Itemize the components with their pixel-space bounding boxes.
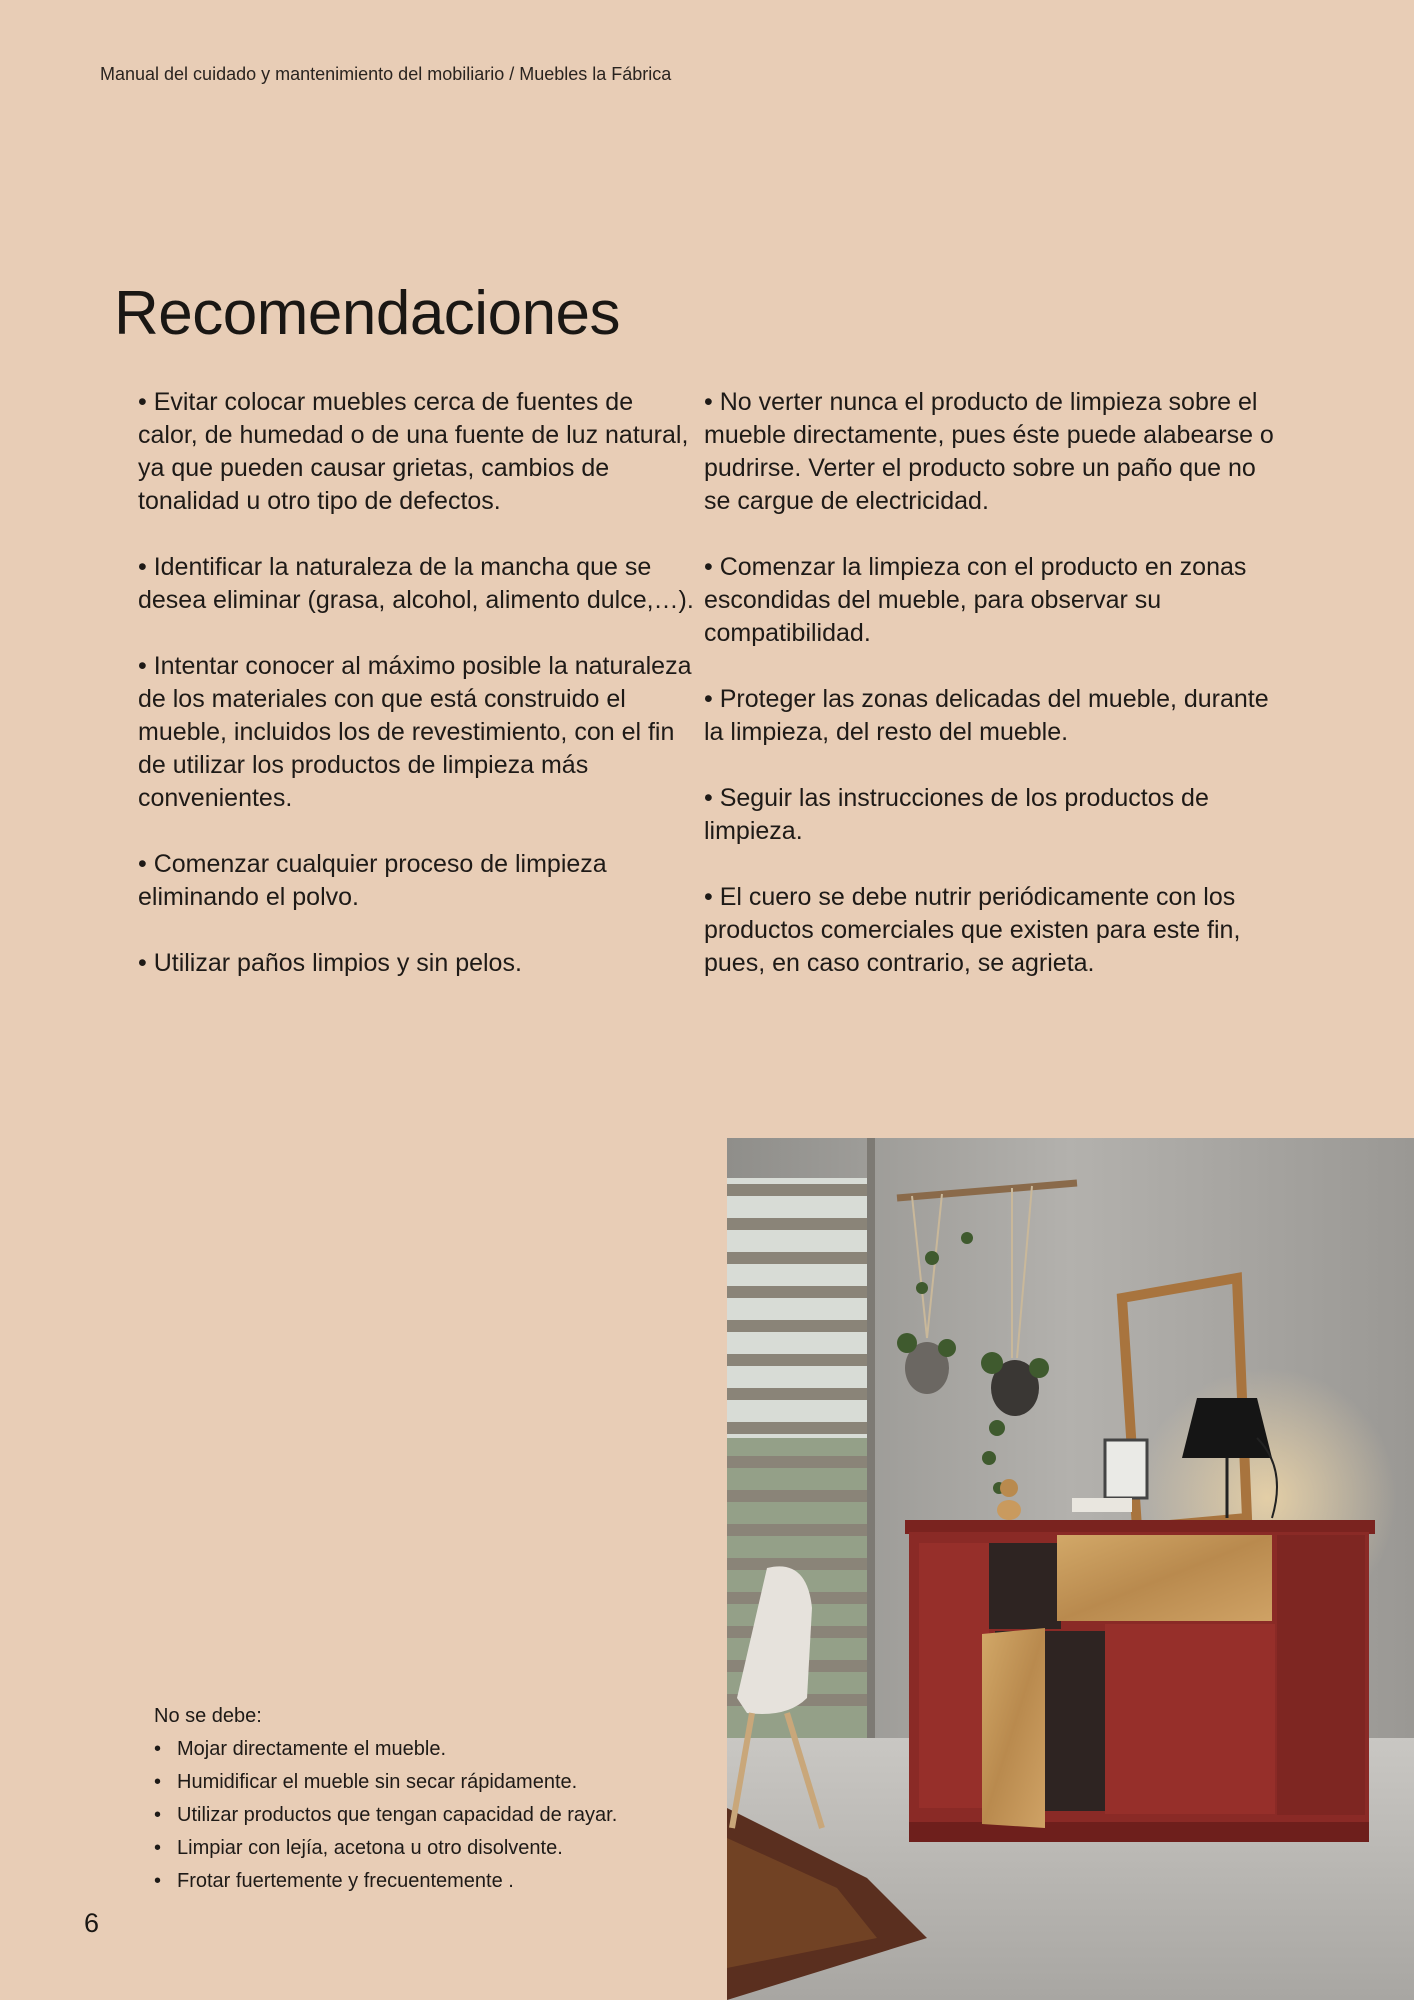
sideboard-room-illustration: [727, 1138, 1414, 2000]
no-se-debe-item: • Humidificar el mueble sin secar rápidamente.: [154, 1766, 617, 1799]
no-se-debe-heading: No se debe:: [154, 1705, 262, 1727]
recommendations-right-column: [704, 386, 1284, 1013]
recommendation-item: • Comenzar la limpieza con el producto en zonas escondidas del mueble, para observar su compatibilidad.: [704, 553, 1247, 647]
oak-drawer: [1057, 1535, 1272, 1621]
recommendation-item: • No verter nunca el producto de limpieza sobre el mueble directamente, pues éste puede alabearse o pudrirse. Verter el producto sobre un paño que no se cargue de electricidad.: [704, 388, 1274, 515]
recommendation-item: • Evitar colocar muebles cerca de fuentes de calor, de humedad o de una fuente de luz natural, ya que pueden causar grietas, cambios de tonalidad u otro tipo de defectos.: [138, 388, 689, 515]
no-se-debe-item: • Limpiar con lejía, acetona u otro disolvente.: [154, 1832, 617, 1865]
recommendation-item: • Comenzar cualquier proceso de limpieza eliminando el polvo.: [138, 850, 607, 911]
recommendation-item: • Proteger las zonas delicadas del mueble, durante la limpieza, del resto del mueble.: [704, 685, 1269, 746]
no-se-debe-list: [154, 1733, 617, 1898]
sideboard-top: [905, 1520, 1375, 1534]
no-se-debe-item: • Mojar directamente el mueble.: [154, 1733, 617, 1766]
recommendation-item: • El cuero se debe nutrir periódicamente con los productos comerciales que existen para este fin, pues, en caso contrario, se agrieta.: [704, 883, 1241, 977]
oak-door: [982, 1628, 1045, 1828]
photo-frame: [1105, 1440, 1147, 1498]
page-title: Recomendaciones: [114, 279, 621, 348]
recommendation-item: • Seguir las instrucciones de los productos de limpieza.: [704, 784, 1209, 845]
recommendation-item: • Utilizar paños limpios y sin pelos.: [138, 949, 522, 977]
page-header: Manual del cuidado y mantenimiento del mobiliario / Muebles la Fábrica: [100, 64, 672, 84]
no-se-debe-item: • Utilizar productos que tengan capacidad de rayar.: [154, 1799, 617, 1832]
page-number: 6: [84, 1908, 100, 1938]
recommendation-item: • Identificar la naturaleza de la mancha que se desea eliminar (grasa, alcohol, alimento dulce,…).: [138, 553, 694, 614]
lamp-shade: [1182, 1398, 1272, 1458]
interior-photo: [727, 1138, 1414, 2000]
recommendation-item: • Intentar conocer al máximo posible la naturaleza de los materiales con que está construido el mueble, incluidos los de revestimiento, con el fin de utilizar los productos de limpieza más convenientes.: [138, 652, 692, 812]
recommendations-left-column: [138, 386, 698, 1013]
no-se-debe-item: • Frotar fuertemente y frecuentemente .: [154, 1865, 617, 1898]
no-se-debe-box: [154, 1700, 617, 1898]
